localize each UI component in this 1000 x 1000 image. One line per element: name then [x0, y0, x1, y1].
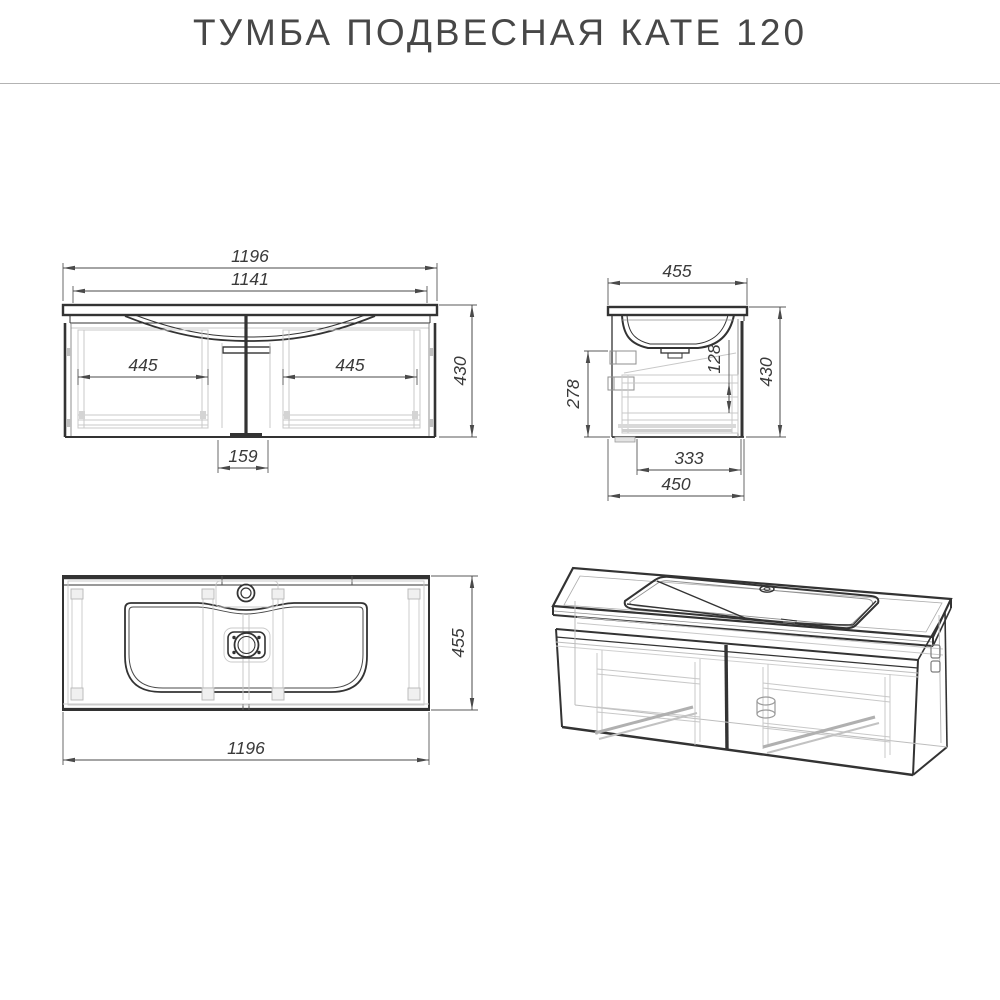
- front-drawer-details: [66, 330, 434, 428]
- dim-top-depth: 455: [448, 628, 468, 658]
- side-hinge-bottom: [931, 661, 940, 672]
- dim-front-right-drawer: 445: [335, 355, 365, 375]
- top-cabinet-structure: [63, 576, 429, 710]
- dim-front-left-drawer: 445: [128, 355, 158, 375]
- center-divider-iso: [726, 645, 727, 750]
- side-drawer-details: [618, 375, 738, 433]
- faucet-hole: [238, 585, 255, 602]
- dim-side-inner-depth: 333: [674, 448, 704, 468]
- basin-outline: [125, 603, 367, 692]
- page-title: ТУМБА ПОДВЕСНАЯ КАТЕ 120: [192, 12, 808, 53]
- dim-side-top-depth: 455: [662, 261, 692, 281]
- dim-side-drawer-inner: 128: [704, 344, 724, 374]
- top-dimensions: [63, 576, 478, 765]
- iso-drawer-interiors: [595, 650, 890, 758]
- dim-front-top-width: 1141: [231, 269, 269, 289]
- front-cabinet-structure: [63, 305, 437, 437]
- side-dimensions: [563, 261, 786, 501]
- dim-side-mount-height: 278: [563, 379, 583, 409]
- iso-basin: [625, 577, 879, 628]
- dim-front-height: 430: [450, 356, 470, 386]
- dim-front-siphon-gap: 159: [228, 446, 258, 466]
- top-view: [40, 560, 500, 775]
- dim-top-width: 1196: [227, 738, 265, 758]
- front-view: [40, 235, 500, 485]
- drain-trap: [757, 697, 775, 718]
- dim-side-height: 430: [756, 357, 776, 387]
- title-divider-line: [0, 83, 1000, 84]
- side-view: [560, 255, 810, 515]
- perspective-view: [535, 555, 985, 805]
- wall-bracket-top: [610, 351, 636, 364]
- dim-side-body-depth: 450: [661, 474, 691, 494]
- dim-front-total-width: 1196: [231, 246, 269, 266]
